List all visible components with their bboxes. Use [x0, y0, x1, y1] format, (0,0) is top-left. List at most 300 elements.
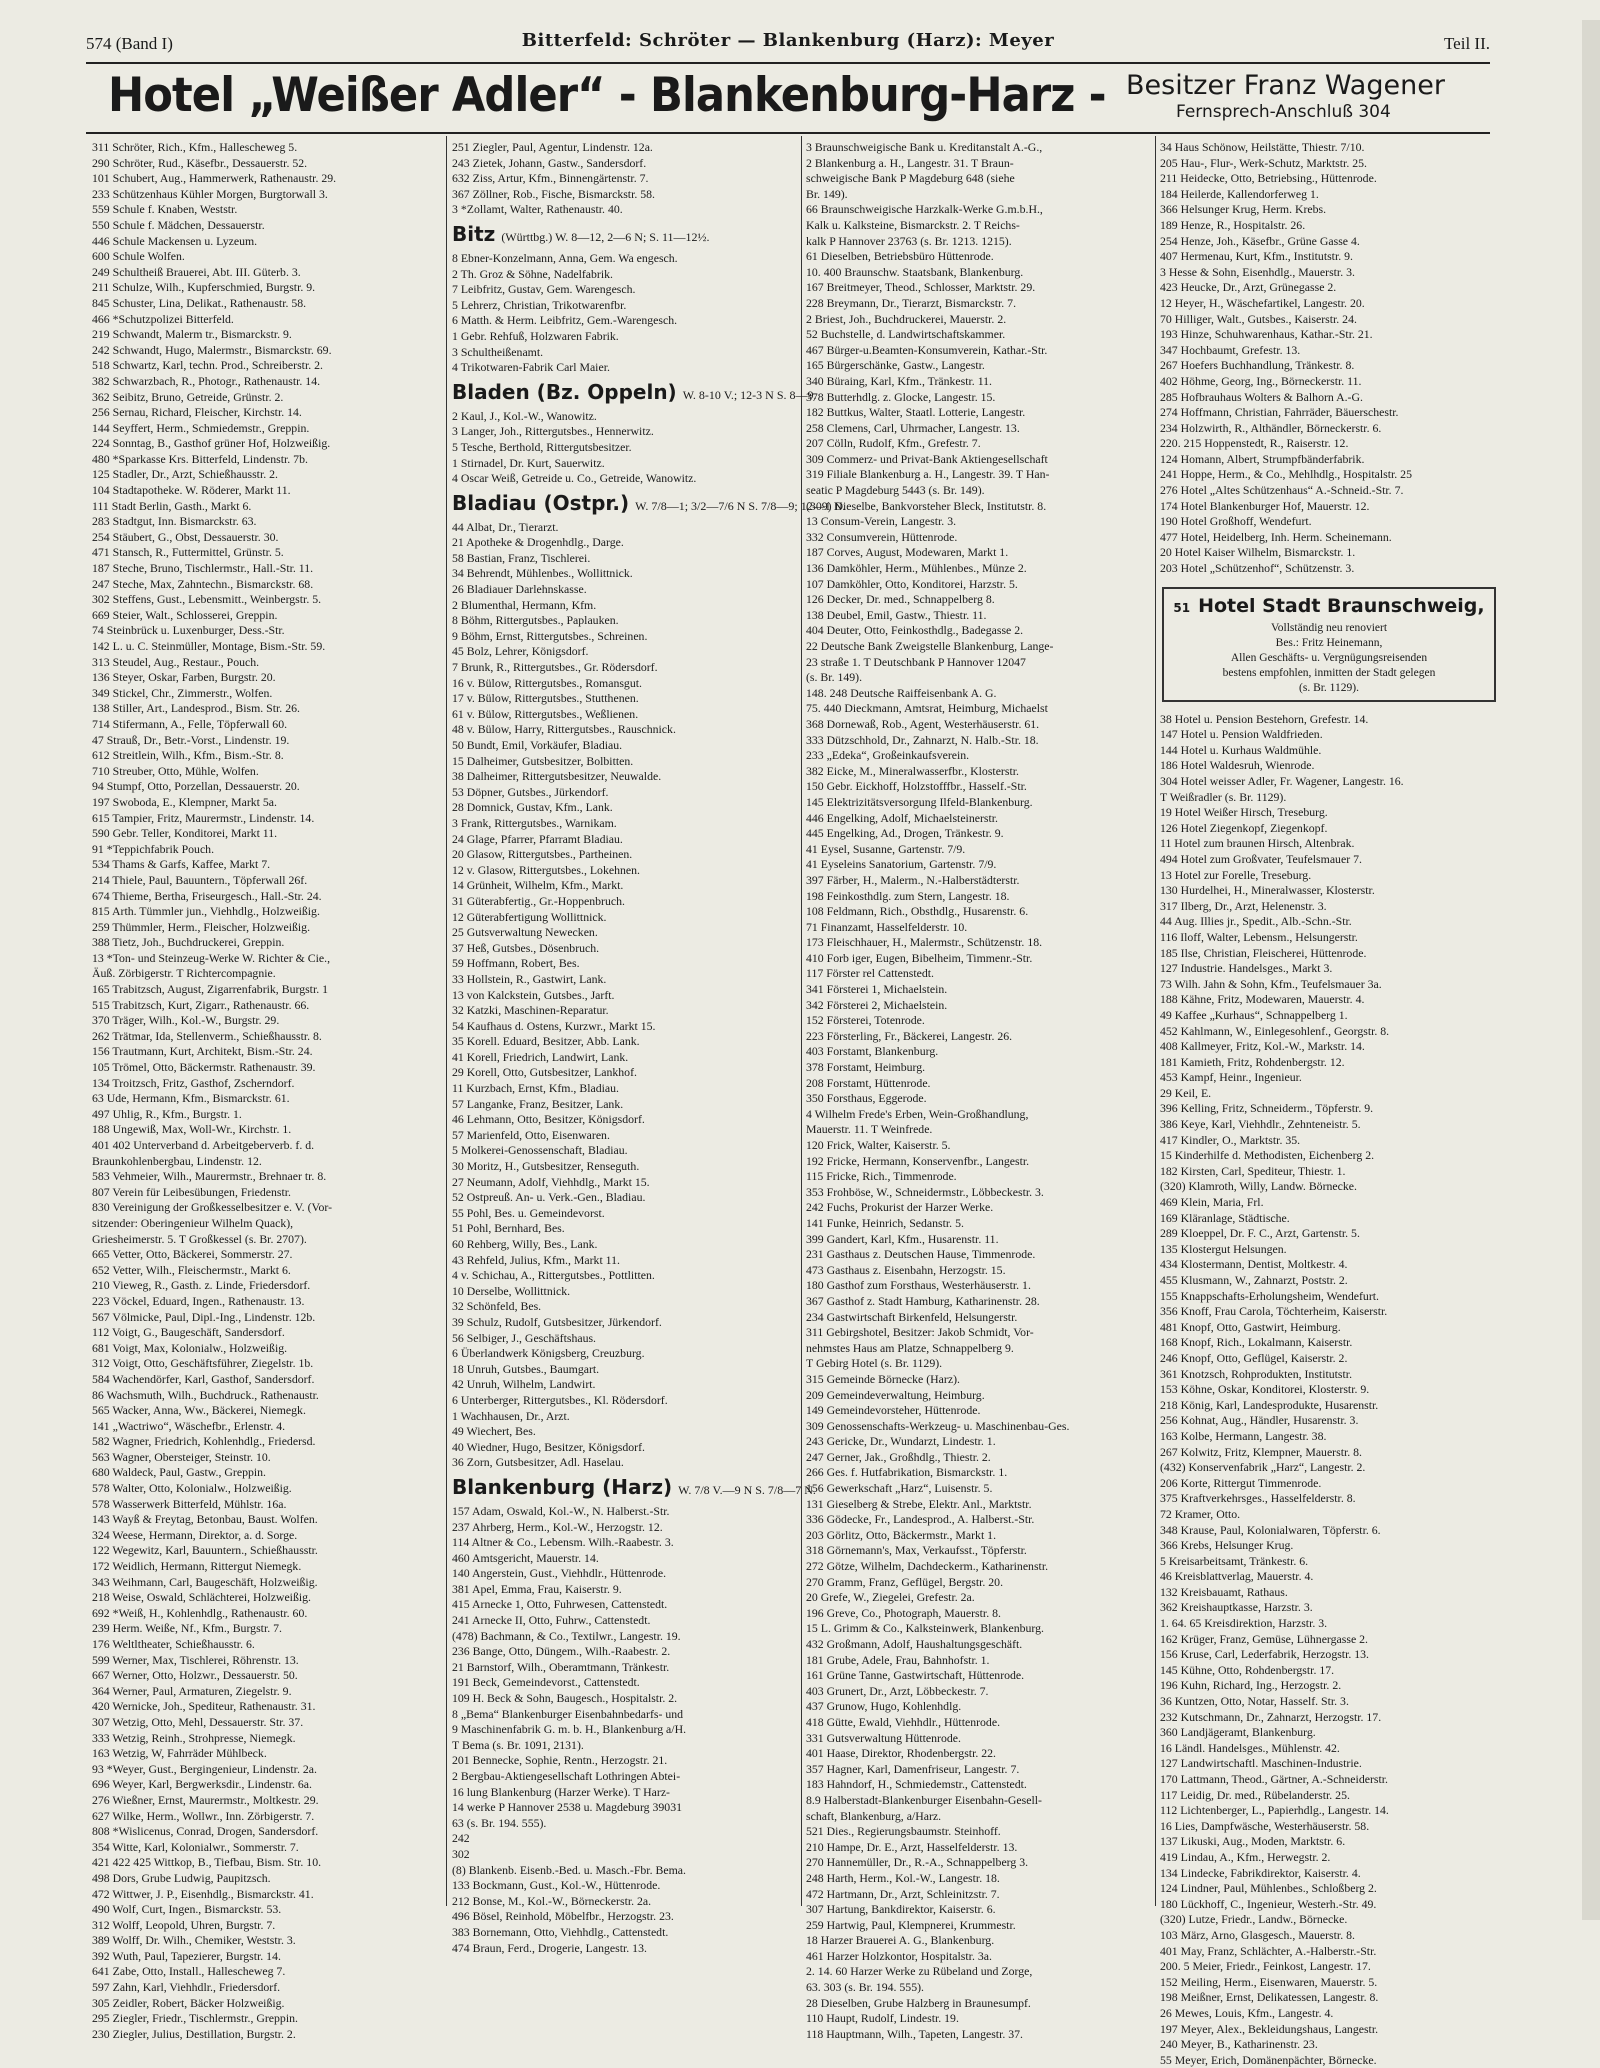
directory-entry: 185 Ilse, Christian, Fleischerei, Hüttenrode. [1160, 945, 1367, 960]
directory-entry: Br. 149). [806, 186, 848, 201]
directory-entry: 168 Knopf, Rich., Lokalmann, Kaiserstr. [1160, 1335, 1353, 1350]
directory-entry: 188 Ungewiß, Max, Woll-Wr., Kirchstr. 1. [92, 1122, 292, 1137]
directory-entry: 3 Braunschweigische Bank u. Kreditanstalt A.-G., [806, 140, 1043, 154]
directory-entry: 3 *Zollamt, Walter, Rathenaustr. 40. [452, 202, 623, 217]
directory-entry: 578 Wasserwerk Bitterfeld, Mühlstr. 16a. [92, 1496, 287, 1511]
header-rule [86, 62, 1490, 64]
directory-entry: 7 Brunk, R., Rittergutsbes., Gr. Rödersdorf. [452, 660, 658, 675]
directory-entry: 692 *Weiß, H., Kohlenhdlg., Rathenaustr. 60. [92, 1605, 308, 1620]
directory-entry: 187 Steche, Bruno, Tischlermstr., Hall.-Str. 11. [92, 561, 314, 576]
office-hours: W. 7/8 V.—9 N S. 7/8—7 N. [678, 1482, 816, 1497]
directory-entry: 584 Wachendörfer, Karl, Gasthof, Sandersdorf. [92, 1371, 315, 1386]
directory-entry: 415 Arnecke 1, Otto, Fuhrwesen, Cattenstedt. [452, 1597, 668, 1612]
directory-entry: 59 Hoffmann, Robert, Bes. [452, 956, 580, 971]
directory-entry: 182 Buttkus, Walter, Staatl. Lotterie, Langestr. [806, 405, 1026, 420]
directory-entry: 141 „Wactriwo“, Wäschefbr., Erlenstr. 4. [92, 1418, 286, 1433]
directory-entry: (432) Konservenfabrik „Harz“, Langestr. 2. [1160, 1460, 1366, 1475]
directory-entry: 348 Krause, Paul, Kolonialwaren, Töpferstr. 6. [1160, 1522, 1381, 1537]
directory-entry: 20 Glasow, Rittergutsbes., Partheinen. [452, 847, 633, 862]
directory-entry: 421 422 425 Wittkop, B., Tiefbau, Bism. Str. 10. [92, 1855, 322, 1870]
directory-entry: 38 Dalheimer, Rittergutsbesitzer, Neuwalde. [452, 769, 662, 784]
directory-entry: 105 Trömel, Otto, Bäckermstr. Rathenaustr. 39. [92, 1060, 316, 1075]
directory-entry: 845 Schuster, Lina, Delikat., Rathenaustr. 58. [92, 295, 307, 310]
directory-entry: 49 Wiechert, Bes. [452, 1424, 536, 1439]
directory-entry: 386 Keye, Karl, Viehhdlr., Zehnteneistr. 5. [1160, 1117, 1361, 1132]
directory-entry: 55 Pohl, Bes. u. Gemeindevorst. [452, 1205, 605, 1220]
directory-entry: 397 Färber, H., Malerm., N.-Halberstädterstr. [806, 872, 1020, 887]
directory-entry: 247 Gerner, Jak., Großhdlg., Thiestr. 2. [806, 1449, 991, 1464]
directory-entry: 172 Weidlich, Hermann, Rittergut Niemegk. [92, 1559, 302, 1574]
directory-entry: 30 Moritz, H., Gutsbesitzer, Renseguth. [452, 1159, 640, 1174]
directory-entry: 136 Steyer, Oskar, Farben, Burgstr. 20. [92, 670, 276, 685]
directory-entry: 13 Hotel zur Forelle, Treseburg. [1160, 867, 1312, 882]
directory-entry: 167 Breitmeyer, Theod., Schlosser, Marktstr. 29. [806, 280, 1036, 295]
directory-entry: 521 Dies., Regierungsbaumstr. Steinhoff. [806, 1824, 1001, 1839]
directory-entry: 378 Forstamt, Heimburg. [806, 1060, 926, 1075]
directory-entry: 104 Stadtapotheke. W. Röderer, Markt 11. [92, 483, 291, 498]
directory-entry: 403 Grunert, Dr., Arzt, Löbbeckestr. 7. [806, 1683, 989, 1698]
directory-entry: 32 Katzki, Maschinen-Reparatur. [452, 1003, 609, 1018]
directory-entry: 209 Gemeindeverwaltung, Heimburg. [806, 1387, 985, 1402]
directory-entry: 5 Kreisarbeitsamt, Tränkestr. 6. [1160, 1553, 1309, 1568]
directory-entry: 112 Lichtenberger, L., Papierhdlg., Langestr. 14. [1160, 1803, 1389, 1818]
directory-entry: 461 Harzer Holzkontor, Hospitalstr. 3a. [806, 1948, 992, 1963]
directory-entry: 627 Wilke, Herm., Wollwr., Inn. Zörbigerstr. 7. [92, 1808, 315, 1823]
directory-entry: 403 Forstamt, Blankenburg. [806, 1044, 939, 1059]
directory-entry: 210 Hampe, Dr. E., Arzt, Hasselfelderstr. 13. [806, 1839, 1018, 1854]
directory-entry: 362 Seibitz, Bruno, Getreide, Grünstr. 2. [92, 389, 284, 404]
directory-entry: 58 Bastian, Franz, Tischlerei. [452, 550, 591, 565]
directory-entry: 223 Vöckel, Eduard, Ingen., Rathenaustr. 13. [92, 1293, 305, 1308]
directory-entry: 18 Unruh, Gutsbes., Baumgart. [452, 1361, 600, 1376]
directory-entry: 16 v. Bülow, Rittergutsbes., Romansgut. [452, 675, 642, 690]
directory-entry: 41 Korell, Friedrich, Landwirt, Lank. [452, 1049, 629, 1064]
directory-entry: 452 Kahlmann, W., Einlegesohlenf., Georgstr. 8. [1160, 1023, 1390, 1038]
directory-entry: 382 Eicke, M., Mineralwasserfbr., Klosterstr. [806, 763, 1019, 778]
directory-entry: 641 Zabe, Otto, Install., Hallescheweg 7. [92, 1964, 286, 1979]
directory-entry: 187 Corves, August, Modewaren, Markt 1. [806, 545, 1009, 560]
directory-entry: 116 Iloff, Walter, Lebensm., Helsungerstr. [1160, 929, 1358, 944]
directory-entry: 254 Stäubert, G., Obst, Dessauerstr. 30. [92, 529, 279, 544]
directory-entry: 21 Apotheke & Drogenhdlg., Darge. [452, 535, 624, 550]
directory-entry: 63 Ude, Hermann, Kfm., Bismarckstr. 61. [92, 1091, 290, 1106]
directory-entry: 13 *Ton- und Steinzeug-Werke W. Richter & Cie., [92, 950, 331, 965]
directory-entry: 180 Gasthof zum Forsthaus, Westerhäuserstr. 1. [806, 1278, 1031, 1293]
directory-entry: 51 Pohl, Bernhard, Bes. [452, 1221, 565, 1236]
directory-entry: 46 Kreisblattverlag, Mauerstr. 4. [1160, 1569, 1314, 1584]
directory-entry: 210 Vieweg, R., Gasth. z. Linde, Friedersdorf. [92, 1278, 311, 1293]
directory-entry: 152 Meiling, Herm., Eisenwaren, Mauerstr. 5. [1160, 1974, 1378, 1989]
directory-entry: 165 Bürgerschänke, Gastw., Langestr. [806, 358, 985, 373]
directory-entry: 307 Wetzig, Otto, Mehl, Dessauerstr. Str. 37. [92, 1714, 304, 1729]
directory-entry: 73 Wilh. Jahn & Sohn, Kfm., Teufelsmauer 3a. [1160, 976, 1382, 991]
directory-entry: 597 Zahn, Karl, Viehhdlr., Friedersdorf. [92, 1980, 281, 1995]
directory-entry: 396 Kelling, Fritz, Schneiderm., Töpferstr. 9. [1160, 1101, 1374, 1116]
directory-entry: 180 Lückhoff, C., Ingenieur, Westerh.-Str. 49. [1160, 1896, 1377, 1911]
directory-entry: 432 Großmann, Adolf, Haushaltungsgeschäft. [806, 1637, 1023, 1651]
directory-entry: 247 Steche, Max, Zahntechn., Bismarckstr. 68. [92, 576, 314, 591]
directory-entry: 612 Streitlein, Wilh., Kfm., Bism.-Str. 8. [92, 748, 284, 763]
banner-phone: Fernsprech-Anschluß 304 [1176, 102, 1391, 122]
directory-entry: 8 Böhm, Rittergutsbes., Paplauken. [452, 613, 619, 628]
directory-entry: 389 Wolff, Dr. Wilh., Chemiker, Weststr. 3. [92, 1933, 296, 1948]
directory-entry: 214 Thiele, Paul, Bauuntern., Töpferwall 26f. [92, 872, 308, 887]
town-heading [452, 222, 797, 249]
directory-entry: 434 Klostermann, Dentist, Moltkestr. 4. [1160, 1257, 1348, 1272]
directory-entry: 162 Krüger, Franz, Gemüse, Lühnergasse 2. [1160, 1631, 1368, 1646]
directory-entry: 23 straße 1. T Deutschbank P Hannover 12047 [806, 654, 1026, 669]
directory-entry: 254 Henze, Joh., Käsefbr., Grüne Gasse 4. [1160, 233, 1360, 248]
directory-entry: 243 Gericke, Dr., Wundarzt, Lindestr. 1. [806, 1434, 996, 1449]
directory-entry: 124 Lindner, Paul, Mühlenbes., Schloßberg 2. [1160, 1881, 1377, 1896]
directory-entry: 312 Wolff, Leopold, Uhren, Burgstr. 7. [92, 1917, 276, 1932]
directory-entry: 270 Gramm, Franz, Geflügel, Bergstr. 20. [806, 1574, 1004, 1589]
directory-entry: 190 Hotel Großhoff, Wendefurt. [1160, 514, 1312, 529]
directory-entry: 219 Schwandt, Malerm tr., Bismarckstr. 9. [92, 327, 292, 342]
directory-entry: 515 Trabitzsch, Kurt, Zigarr., Rathenaustr. 66. [92, 997, 310, 1012]
directory-entry: 94 Stumpf, Otto, Porzellan, Dessauerstr. 20. [92, 779, 300, 794]
directory-entry: 196 Kuhn, Richard, Ing., Herzogstr. 2. [1160, 1678, 1342, 1693]
directory-entry: (8) Blankenb. Eisenb.-Bed. u. Masch.-Fbr. Bema. [452, 1862, 686, 1877]
directory-entry: 18 Harzer Brauerei A. G., Blankenburg. [806, 1933, 995, 1948]
directory-entry: 302 Steffens, Gust., Lebensmitt., Weinbergstr. 5. [92, 592, 322, 607]
directory-entry: 274 Hoffmann, Christian, Fahrräder, Bäuerschestr. [1160, 405, 1399, 420]
directory-entry: 407 Hermenau, Kurt, Kfm., Institutstr. 9. [1160, 249, 1353, 264]
directory-entry: 127 Industrie. Handelsges., Markt 3. [1160, 961, 1333, 976]
directory-entry: 109 H. Beck & Sohn, Baugesch., Hospitalstr. 2. [452, 1691, 678, 1706]
directory-entry: 667 Werner, Otto, Holzwr., Dessauerstr. 50. [92, 1668, 298, 1683]
directory-entry: 317 Ilberg, Dr., Arzt, Helenenstr. 3. [1160, 898, 1327, 913]
directory-entry: schaft, Blankenburg, a/Harz. [806, 1808, 942, 1823]
directory-entry: 357 Hagner, Karl, Damenfriseur, Langestr. 7. [806, 1761, 1020, 1776]
directory-entry: 343 Weihmann, Carl, Baugeschäft, Holzweißig. [92, 1574, 318, 1589]
directory-entry: 230 Ziegler, Julius, Destillation, Burgstr. 2. [92, 2026, 296, 2041]
directory-entry: 324 Weese, Hermann, Direktor, a. d. Sorge. [92, 1527, 298, 1542]
directory-entry: 86 Wachsmuth, Wilh., Buchdruck., Rathenaustr. [92, 1387, 319, 1402]
directory-entry: 136 Damköhler, Herm., Mühlenbes., Münze 2. [806, 561, 1027, 576]
office-hours: (Württbg.) W. 8—12, 2—6 N; S. 11—12½. [501, 229, 710, 244]
directory-entry: 70 Hilliger, Walt., Gutsbes., Kaiserstr. 24. [1160, 311, 1357, 326]
directory-entry: 147 Hotel u. Pension Waldfrieden. [1160, 727, 1323, 742]
directory-entry: 305 Zeidler, Robert, Bäcker Holzweißig. [92, 1995, 285, 2010]
directory-entry: 333 Dützschhold, Dr., Zahnarzt, N. Halb.-Str. 18. [806, 732, 1039, 747]
directory-entry: sitzender: Oberingenieur Wilhelm Quack), [92, 1215, 294, 1230]
directory-entry: 309 Genossenschafts-Werkzeug- u. Maschinenbau-Ges. [806, 1418, 1070, 1433]
directory-entry: 1 Gebr. Rehfuß, Holzwaren Fabrik. [452, 328, 619, 343]
directory-entry: 2 Briest, Joh., Buchdruckerei, Mauerstr. 2. [806, 311, 1007, 326]
directory-entry: 52 Ostpreuß. An- u. Verk.-Gen., Bladiau. [452, 1190, 646, 1205]
directory-entry: 117 Leidig, Dr. med., Rübelanderstr. 25. [1160, 1787, 1350, 1802]
directory-entry: 3 Hesse & Sohn, Eisenhdlg., Mauerstr. 3. [1160, 264, 1355, 279]
directory-entry: 467 Bürger-u.Beamten-Konsumverein, Kathar.-Str. [806, 342, 1048, 357]
directory-entry: 266 Ges. f. Hutfabrikation, Bismarckstr. 1. [806, 1465, 1008, 1480]
directory-entry: 134 Troitzsch, Fritz, Gasthof, Zscherndorf. [92, 1075, 295, 1090]
hotel-banner-ad [86, 68, 1490, 136]
directory-entry: 156 Trautmann, Kurt, Architekt, Bism.-Str. 24. [92, 1044, 313, 1059]
directory-column-1 [92, 140, 442, 2042]
directory-entry: 120 Frick, Walter, Kaiserstr. 5. [806, 1138, 951, 1152]
directory-entry: 11 Kurzbach, Ernst, Kfm., Bladiau. [452, 1081, 619, 1096]
directory-entry: 4 Trikotwaren-Fabrik Carl Maier. [452, 360, 610, 375]
directory-entry: 138 Stiller, Art., Landesprod., Bism. Str. 26. [92, 701, 300, 716]
directory-entry: 126 Hotel Ziegenkopf, Ziegenkopf. [1160, 820, 1328, 835]
town-name: Bitz [452, 221, 496, 246]
directory-entry: 211 Schulze, Wilh., Kupferschmied, Burgstr. 9. [92, 280, 316, 295]
directory-entry: 455 Klusmann, W., Zahnarzt, Poststr. 2. [1160, 1273, 1348, 1287]
directory-entry: 276 Hotel „Altes Schützenhaus“ A.-Schneid.-Str. 7. [1160, 483, 1404, 498]
directory-entry: 9 Maschinenfabrik G. m. b. H., Blankenburg a/H. [452, 1722, 687, 1737]
town-name: Blankenburg (Harz) [452, 1474, 673, 1499]
directory-entry: 36 Zorn, Gutsbesitzer, Adl. Haselau. [452, 1455, 624, 1470]
directory-entry: 381 Apel, Emma, Frau, Kaiserstr. 9. [452, 1581, 622, 1596]
directory-entry: 26 Bladiauer Darlehnskasse. [452, 582, 587, 597]
directory-entry: 419 Lindau, A., Kfm., Herwegstr. 2. [1160, 1849, 1331, 1864]
directory-entry: 200. 5 Meier, Friedr., Feinkost, Langestr. 17. [1160, 1959, 1371, 1974]
directory-entry: 5 Tesche, Berthold, Rittergutsbesitzer. [452, 439, 632, 454]
directory-entry: 2 Blumenthal, Hermann, Kfm. [452, 597, 597, 612]
directory-entry: 12 v. Glasow, Rittergutsbes., Lokehnen. [452, 862, 640, 877]
directory-entry: 466 *Schutzpolizei Bitterfeld. [92, 311, 234, 326]
directory-entry: 142 L. u. C. Steinmüller, Montage, Bism.-Str. 59. [92, 639, 326, 653]
directory-entry: 169 Kläranlage, Städtische. [1160, 1210, 1290, 1225]
directory-entry: 232 Kutschmann, Dr., Zahnarzt, Herzogstr. 17. [1160, 1709, 1382, 1724]
directory-entry: 223 Försterling, Fr., Bäckerei, Langestr. 26. [806, 1028, 1013, 1043]
directory-entry: 57 Marienfeld, Otto, Eisenwaren. [452, 1127, 610, 1142]
directory-entry: 156 Kruse, Carl, Lederfabrik, Herzogstr. 13. [1160, 1647, 1370, 1662]
directory-entry: 32 Schönfeld, Bes. [452, 1299, 542, 1314]
directory-entry: 563 Wagner, Obersteiger, Steinstr. 10. [92, 1449, 271, 1464]
directory-entry: 256 Sernau, Richard, Fleischer, Kirchstr. 14. [92, 405, 302, 420]
directory-entry: 615 Tampier, Fritz, Maurermstr., Lindenstr. 14. [92, 810, 315, 825]
directory-entry: 75. 440 Dieckmann, Amtsrat, Heimburg, Michaelst [806, 701, 1048, 716]
directory-entry: 599 Werner, Max, Tischlerei, Röhrenstr. 13. [92, 1652, 299, 1667]
directory-entry: 472 Wittwer, J. P., Eisenhdlg., Bismarckstr. 41. [92, 1886, 314, 1901]
town-name: Bladiau (Ostpr.) [452, 490, 630, 515]
column-divider [1155, 136, 1156, 1906]
directory-entry: 144 Hotel u. Kurhaus Waldmühle. [1160, 742, 1322, 757]
directory-entry: 582 Wagner, Friedrich, Kohlenhdlg., Friedersd. [92, 1434, 316, 1449]
directory-entry: 181 Kamieth, Fritz, Rohdenbergstr. 12. [1160, 1054, 1345, 1069]
directory-entry: 143 Wayß & Freytag, Betonbau, Baust. Wolfen. [92, 1512, 318, 1527]
directory-entry: 469 Klein, Maria, Frl. [1160, 1195, 1264, 1210]
directory-entry: 474 Braun, Ferd., Drogerie, Langestr. 13. [452, 1940, 647, 1955]
directory-entry: 332 Consumverein, Hüttenrode. [806, 529, 958, 544]
directory-entry: (309) Dieselbe, Bankvorsteher Bleck, Institutstr. 8. [806, 498, 1047, 513]
directory-entry: 16 Lies, Dampfwäsche, Westerhäuserstr. 58. [1160, 1818, 1370, 1833]
directory-entry: 103 März, Arno, Glasgesch., Mauerstr. 8. [1160, 1927, 1355, 1942]
directory-entry: 696 Weyer, Karl, Bergwerksdir., Lindenstr. 6a. [92, 1777, 312, 1792]
page-title: Bitterfeld: Schröter — Blankenburg (Harz): Meyer [521, 30, 1055, 51]
directory-column-4 [1160, 140, 1500, 2068]
directory-entry: 22 Deutsche Bank Zweigstelle Blankenburg, Lange- [806, 639, 1054, 653]
directory-entry: Griesheimerstr. 5. T Großkessel (s. Br. 2707). [92, 1231, 307, 1246]
directory-entry: 388 Tietz, Joh., Buchdruckerei, Greppin. [92, 935, 285, 950]
directory-entry: 38 Hotel u. Pension Bestehorn, Grefestr. 14. [1160, 711, 1369, 726]
directory-entry: 37 Heß, Gutsbes., Dösenbruch. [452, 940, 600, 955]
directory-entry: 144 Seyffert, Herm., Schmiedemstr., Greppin. [92, 420, 310, 435]
directory-entry: 192 Fricke, Hermann, Konservenfbr., Langestr. [806, 1153, 1030, 1168]
directory-entry: 125 Stadler, Dr., Arzt, Schießhausstr. 2. [92, 467, 278, 482]
directory-entry: 133 Bockmann, Gust., Kol.-W., Hüttenrode. [452, 1878, 661, 1893]
directory-entry: 66 Braunschweigische Harzkalk-Werke G.m.b.H., [806, 202, 1043, 217]
directory-entry: 453 Kampf, Heinr., Ingenieur. [1160, 1070, 1302, 1085]
directory-entry: 63. 303 (s. Br. 194. 555). [806, 1980, 924, 1995]
directory-entry: 25 Gutsverwaltung Newecken. [452, 925, 598, 940]
directory-entry: 54 Kaufhaus d. Ostens, Kurzwr., Markt 15. [452, 1018, 656, 1033]
directory-entry: 131 Gieselberg & Strebe, Elektr. Anl., Marktstr. [806, 1496, 1032, 1511]
directory-entry: 251 Ziegler, Paul, Agentur, Lindenstr. 12a. [452, 140, 653, 154]
ad-title [1170, 593, 1488, 621]
directory-entry: 360 Landjägeramt, Blankenburg. [1160, 1725, 1316, 1740]
directory-entry: 112 Voigt, G., Baugeschäft, Sandersdorf. [92, 1325, 285, 1340]
directory-entry: 239 Herm. Weiße, Nf., Kfm., Burgstr. 7. [92, 1621, 282, 1636]
directory-entry: (478) Bachmann, & Co., Textilwr., Langestr. 19. [452, 1628, 681, 1643]
directory-entry: 8 „Bema“ Blankenburger Eisenbahnbedarfs- und [452, 1706, 684, 1721]
directory-entry: 34 Behrendt, Mühlenbes., Wollittnick. [452, 566, 633, 581]
directory-entry: 228 Breymann, Dr., Tierarzt, Bismarckstr. 7. [806, 295, 1017, 310]
directory-entry: 267 Hoefers Buchhandlung, Tränkestr. 8. [1160, 358, 1355, 373]
directory-entry: 632 Ziss, Artur, Kfm., Binnengärtenstr. 7. [452, 171, 649, 186]
directory-entry: 176 Weltltheater, Schießhausstr. 6. [92, 1637, 255, 1651]
directory-entry: 184 Heilerde, Kallendorferweg 1. [1160, 186, 1319, 201]
directory-entry: 55 Meyer, Erich, Domänenpächter, Börnecke. [1160, 2052, 1377, 2067]
directory-entry: 290 Schröter, Rud., Käsefbr., Dessauerstr. 52. [92, 155, 308, 170]
directory-entry: schweigische Bank P Magdeburg 648 (siehe [806, 171, 1015, 186]
directory-entry: 145 Elektrizitätsversorgung Ilfeld-Blankenburg. [806, 794, 1033, 809]
directory-entry: (s. Br. 149). [806, 670, 863, 685]
directory-entry: 578 Walter, Otto, Kolonialw., Holzweißig. [92, 1481, 292, 1496]
directory-entry: 220. 215 Hoppenstedt, R., Raiserstr. 12. [1160, 436, 1349, 451]
directory-entry: 111 Stadt Berlin, Gasth., Markt 6. [92, 498, 252, 513]
directory-entry: 188 Kähne, Fritz, Modewaren, Mauerstr. 4. [1160, 992, 1365, 1007]
directory-entry: 197 Swoboda, E., Klempner, Markt 5a. [92, 794, 277, 809]
directory-entry: 246 Knopf, Otto, Geflügel, Kaiserstr. 2. [1160, 1350, 1348, 1365]
directory-entry: 382 Schwarzbach, R., Photogr., Rathenaustr. 14. [92, 373, 321, 388]
directory-entry: 410 Forb iger, Eugen, Bibelheim, Timmenr.-Str. [806, 950, 1033, 965]
directory-entry: 16 lung Blankenburg (Harzer Werke). T Harz- [452, 1784, 670, 1799]
ad-line: (s. Br. 1129). [1299, 681, 1359, 694]
ad-line: Bes.: Fritz Heinemann, [1275, 636, 1383, 649]
directory-entry: 241 Hoppe, Herm., & Co., Mehlhdlg., Hospitalstr. 25 [1160, 467, 1412, 482]
directory-entry: 307 Hartung, Bankdirektor, Kaiserstr. 6. [806, 1902, 996, 1917]
directory-entry: 60 Rehberg, Willy, Bes., Lank. [452, 1237, 598, 1251]
directory-entry: 559 Schule f. Knaben, Weststr. [92, 202, 238, 217]
town-heading [452, 490, 846, 518]
directory-entry: 480 *Sparkasse Krs. Bitterfeld, Lindenstr. 7b. [92, 451, 308, 466]
ad-title-text: Hotel Stadt Braunschweig, [1198, 594, 1485, 617]
directory-entry: 138 Deubel, Emil, Gastw., Thiestr. 11. [806, 607, 987, 622]
directory-entry: 124 Homann, Albert, Strumpfbänderfabrik. [1160, 451, 1365, 466]
directory-entry: 404 Deuter, Otto, Feinkosthdlg., Badegasse 2. [806, 623, 1024, 638]
directory-entry: 132 Kreisbauamt, Rathaus. [1160, 1584, 1288, 1599]
directory-entry: 366 Helsunger Krug, Herm. Krebs. [1160, 202, 1327, 217]
directory-entry: 437 Grunow, Hugo, Kohlenhdlg. [806, 1699, 962, 1714]
directory-entry: 367 Zöllner, Rob., Fische, Bismarckstr. 58. [452, 186, 656, 201]
directory-entry: 224 Sonntag, B., Gasthof grüner Hof, Holzweißig. [92, 436, 331, 451]
directory-column-3 [806, 140, 1150, 2042]
directory-entry: 248 Harth, Herm., Kol.-W., Langestr. 18. [806, 1870, 1000, 1885]
directory-entry: 445 Engelking, Ad., Drogen, Tränkestr. 9. [806, 826, 1004, 841]
directory-entry: 156 Gewerkschaft „Harz“, Luisenstr. 5. [806, 1481, 993, 1496]
directory-entry: 203 Görlitz, Otto, Bäckermstr., Markt 1. [806, 1527, 997, 1542]
directory-entry: 183 Hahndorf, H., Schmiedemstr., Cattenstedt. [806, 1777, 1027, 1792]
directory-entry: 258 Clemens, Carl, Uhrmacher, Langestr. 13. [806, 420, 1020, 435]
directory-entry: 49 Kaffee „Kurhaus“, Schnappelberg 1. [1160, 1007, 1348, 1022]
office-hours: W. 8-10 V.; 12-3 N S. 8—9. [682, 387, 817, 402]
directory-entry: 665 Vetter, Otto, Bäckerei, Sommerstr. 27. [92, 1247, 293, 1262]
directory-entry: 311 Gebirgshotel, Besitzer: Jakob Schmidt, Vor- [806, 1325, 1034, 1340]
town-heading [452, 379, 817, 407]
directory-entry: 19 Hotel Weißer Hirsch, Treseburg. [1160, 805, 1328, 820]
directory-entry: 145 Kühne, Otto, Rohdenbergstr. 17. [1160, 1662, 1335, 1677]
directory-entry: 368 Dornewaß, Rob., Agent, Westerhäuserstr. 61. [806, 716, 1040, 731]
directory-entry: 127 Landwirtschaftl. Maschinen-Industrie. [1160, 1756, 1362, 1771]
directory-entry: 302 [452, 1846, 470, 1861]
directory-entry: 497 Uhlig, R., Kfm., Burgstr. 1. [92, 1106, 242, 1121]
directory-entry: 42 Unruh, Wilhelm, Landwirt. [452, 1377, 596, 1392]
directory-entry: 2 Bergbau-Aktiengesellschaft Lothringen Abtei- [452, 1769, 681, 1783]
directory-entry: 2. 14. 60 Harzer Werke zu Rübeland und Zorge, [806, 1964, 1033, 1979]
directory-entry: 234 Holzwirth, R., Althändler, Börneckerstr. 6. [1160, 420, 1382, 435]
directory-entry: 401 Haase, Direktor, Rhodenbergstr. 22. [806, 1746, 996, 1761]
directory-entry: 807 Verein für Leibesübungen, Friedenstr. [92, 1184, 291, 1199]
directory-entry: 340 Büraing, Karl, Kfm., Tränkestr. 11. [806, 373, 993, 388]
directory-entry: 473 Gasthaus z. Eisenbahn, Herzogstr. 15. [806, 1262, 1006, 1277]
directory-entry: 477 Hotel, Heidelberg, Inh. Herm. Scheinemann. [1160, 529, 1392, 544]
directory-entry: 583 Vehmeier, Wilh., Maurermstr., Brehnaer tr. 8. [92, 1169, 327, 1184]
directory-entry: 295 Ziegler, Friedr., Tischlermstr., Greppin. [92, 2011, 298, 2026]
directory-entry: 423 Heucke, Dr., Arzt, Grünegasse 2. [1160, 280, 1337, 295]
directory-entry: 2 Blankenburg a. H., Langestr. 31. T Braun- [806, 155, 1014, 170]
directory-entry: 375 Kraftverkehrsges., Hasselfelderstr. 8. [1160, 1491, 1356, 1506]
directory-entry: 71 Finanzamt, Hasselfelderstr. 10. [806, 919, 968, 934]
directory-entry: 5 Molkerei-Genossenschaft, Bladiau. [452, 1143, 628, 1158]
directory-entry: 14 Grünheit, Wilhelm, Kfm., Markt. [452, 878, 624, 893]
directory-entry: 36 Kuntzen, Otto, Notar, Hasself. Str. 3. [1160, 1694, 1349, 1709]
directory-entry: 108 Feldmann, Rich., Obsthdlg., Husarenstr. 6. [806, 904, 1029, 919]
directory-entry: 2 Kaul, J., Kol.-W., Wanowitz. [452, 408, 597, 423]
directory-entry: 182 Kirsten, Carl, Spediteur, Thiestr. 1. [1160, 1163, 1346, 1178]
directory-entry: 289 Kloeppel, Dr. F. C., Arzt, Gartenstr. 5. [1160, 1226, 1360, 1241]
directory-entry: 714 Stifermann, A., Felle, Töpferwall 60. [92, 716, 288, 731]
directory-entry: 52 Buchstelle, d. Landwirtschaftskammer. [806, 327, 1006, 342]
directory-entry: 815 Arth. Tümmler jun., Viehhdlg., Holzweißig. [92, 904, 320, 919]
directory-entry: 61 v. Bülow, Rittergutsbes., Weßlienen. [452, 706, 639, 721]
directory-entry: 61 Dieselben, Betriebsbüro Hüttenrode. [806, 249, 994, 264]
directory-entry: 11 Hotel zum braunen Hirsch, Altenbrak. [1160, 836, 1355, 851]
directory-entry: 74 Steinbrück u. Luxenburger, Dess.-Str. [92, 623, 285, 638]
directory-entry: 46 Lehmann, Otto, Besitzer, Königsdorf. [452, 1112, 645, 1127]
directory-entry: 6 Matth. & Herm. Leibfritz, Gem.-Warengesch. [452, 313, 678, 328]
ad-number: 51 [1173, 600, 1191, 615]
directory-entry: 29 Keil, E. [1160, 1085, 1212, 1100]
directory-entry: 6 Unterberger, Rittergutsbes., Kl. Rödersdorf. [452, 1392, 668, 1407]
directory-entry: 494 Hotel zum Großvater, Teufelsmauer 7. [1160, 851, 1362, 866]
adjacent-page-edge [1582, 20, 1600, 1920]
banner-rule [86, 132, 1490, 134]
directory-entry: 218 König, Karl, Landesprodukte, Husarenstr. [1160, 1397, 1379, 1412]
directory-entry: 198 Feinkosthdlg. zum Stern, Langestr. 18. [806, 888, 1010, 903]
directory-entry: 331 Gutsverwaltung Hüttenrode. [806, 1730, 961, 1745]
directory-entry: 33 Hollstein, R., Gastwirt, Lank. [452, 971, 607, 986]
directory-entry: 173 Fleischhauer, H., Malermstr., Schützenstr. 18. [806, 935, 1043, 950]
directory-entry: 198 Meißner, Ernst, Delikatessen, Langestr. 8. [1160, 1990, 1379, 2005]
ad-line: Vollständig neu renoviert [1270, 621, 1388, 634]
directory-entry: 1 Stirnadel, Dr. Kurt, Sauerwitz. [452, 455, 605, 470]
directory-entry: 47 Strauß, Dr., Betr.-Vorst., Lindenstr. 19. [92, 732, 290, 747]
directory-entry: 518 Schwartz, Karl, techn. Prod., Schreiberstr. 2. [92, 358, 323, 373]
directory-entry: 191 Beck, Gemeindevorst., Cattenstedt. [452, 1675, 640, 1690]
